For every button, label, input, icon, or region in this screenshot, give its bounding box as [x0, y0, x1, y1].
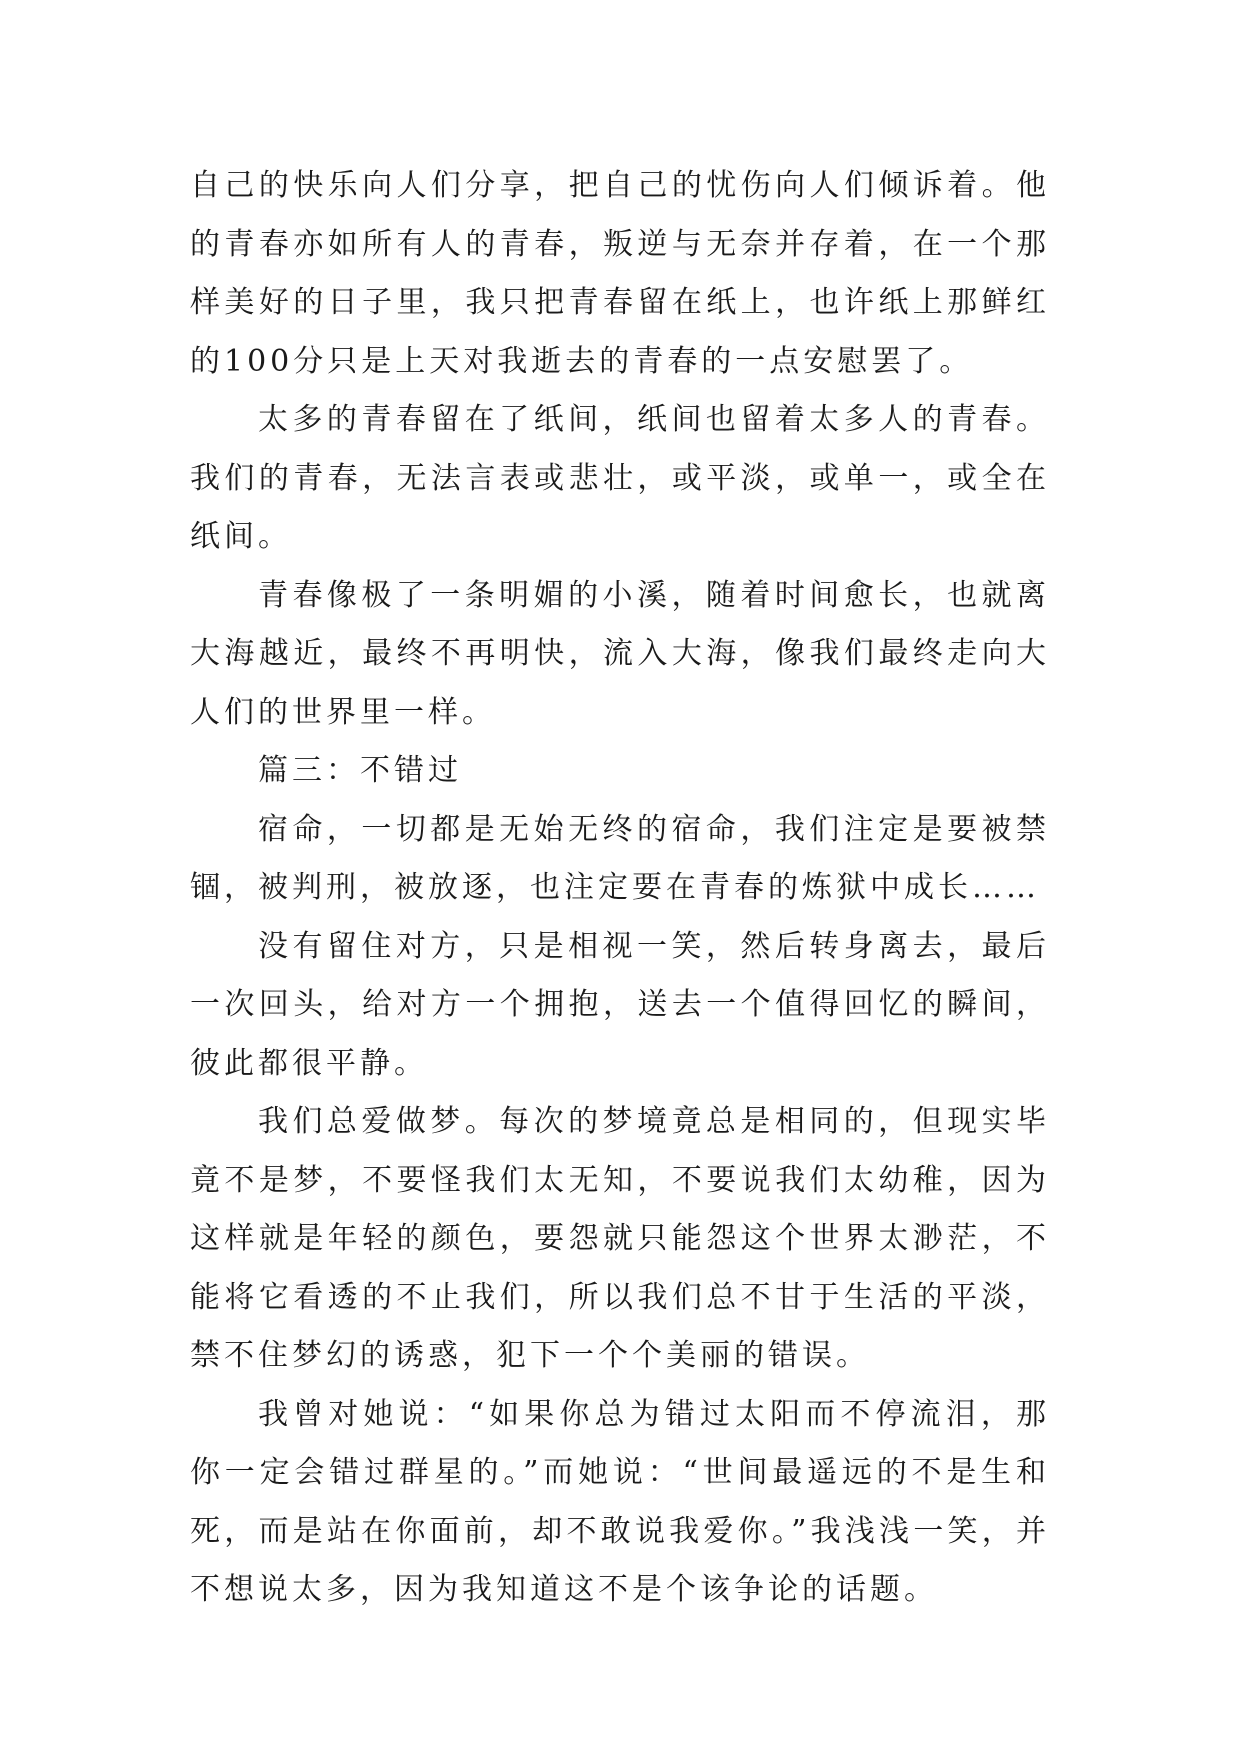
paragraph: 没有留住对方，只是相视一笑，然后转身离去，最后一次回头，给对方一个拥抱，送去一个值得回忆的瞬间，彼此都很平静。 — [190, 928, 1050, 1081]
paragraph: 宿命，一切都是无始无终的宿命，我们注定是要被禁锢，被判刑，被放逐，也注定要在青春的炼狱中成长…… — [190, 811, 1050, 905]
paragraph: 青春像极了一条明媚的小溪，随着时间愈长，也就离大海越近，最终不再明快，流入大海，像我们最终走向大人们的世界里一样。 — [190, 577, 1050, 730]
paragraph: 我们总爱做梦。每次的梦境竟总是相同的，但现实毕竟不是梦，不要怪我们太无知，不要说我们太幼稚，因为这样就是年轻的颜色，要怨就只能怨这个世界太渺茫，不能将它看透的不止我们，所以我们总不甘于生活的平淡，禁不住梦幻的诱惑，犯下一个个美丽的错误。 — [190, 1104, 1050, 1373]
paragraph: 我曾对她说：“如果你总为错过太阳而不停流泪，那你一定会错过群星的。”而她说：“世间最遥远的不是生和死，而是站在你面前，却不敢说我爱你。”我浅浅一笑，并不想说太多，因为我知道这不是个该争论的话题。 — [190, 1396, 1050, 1607]
document-body — [190, 157, 1050, 1620]
paragraph: 太多的青春留在了纸间，纸间也留着太多人的青春。我们的青春，无法言表或悲壮，或平淡，或单一，或全在纸间。 — [190, 402, 1050, 554]
paragraph-continuation: 自己的快乐向人们分享，把自己的忧伤向人们倾诉着。他的青春亦如所有人的青春，叛逆与无奈并存着，在一个那样美好的日子里，我只把青春留在纸上，也许纸上那鲜红的100分只是上天对我逝去的青春的一点安慰罢了。 — [190, 168, 1050, 379]
section-heading: 篇三：不错过 — [258, 753, 462, 788]
